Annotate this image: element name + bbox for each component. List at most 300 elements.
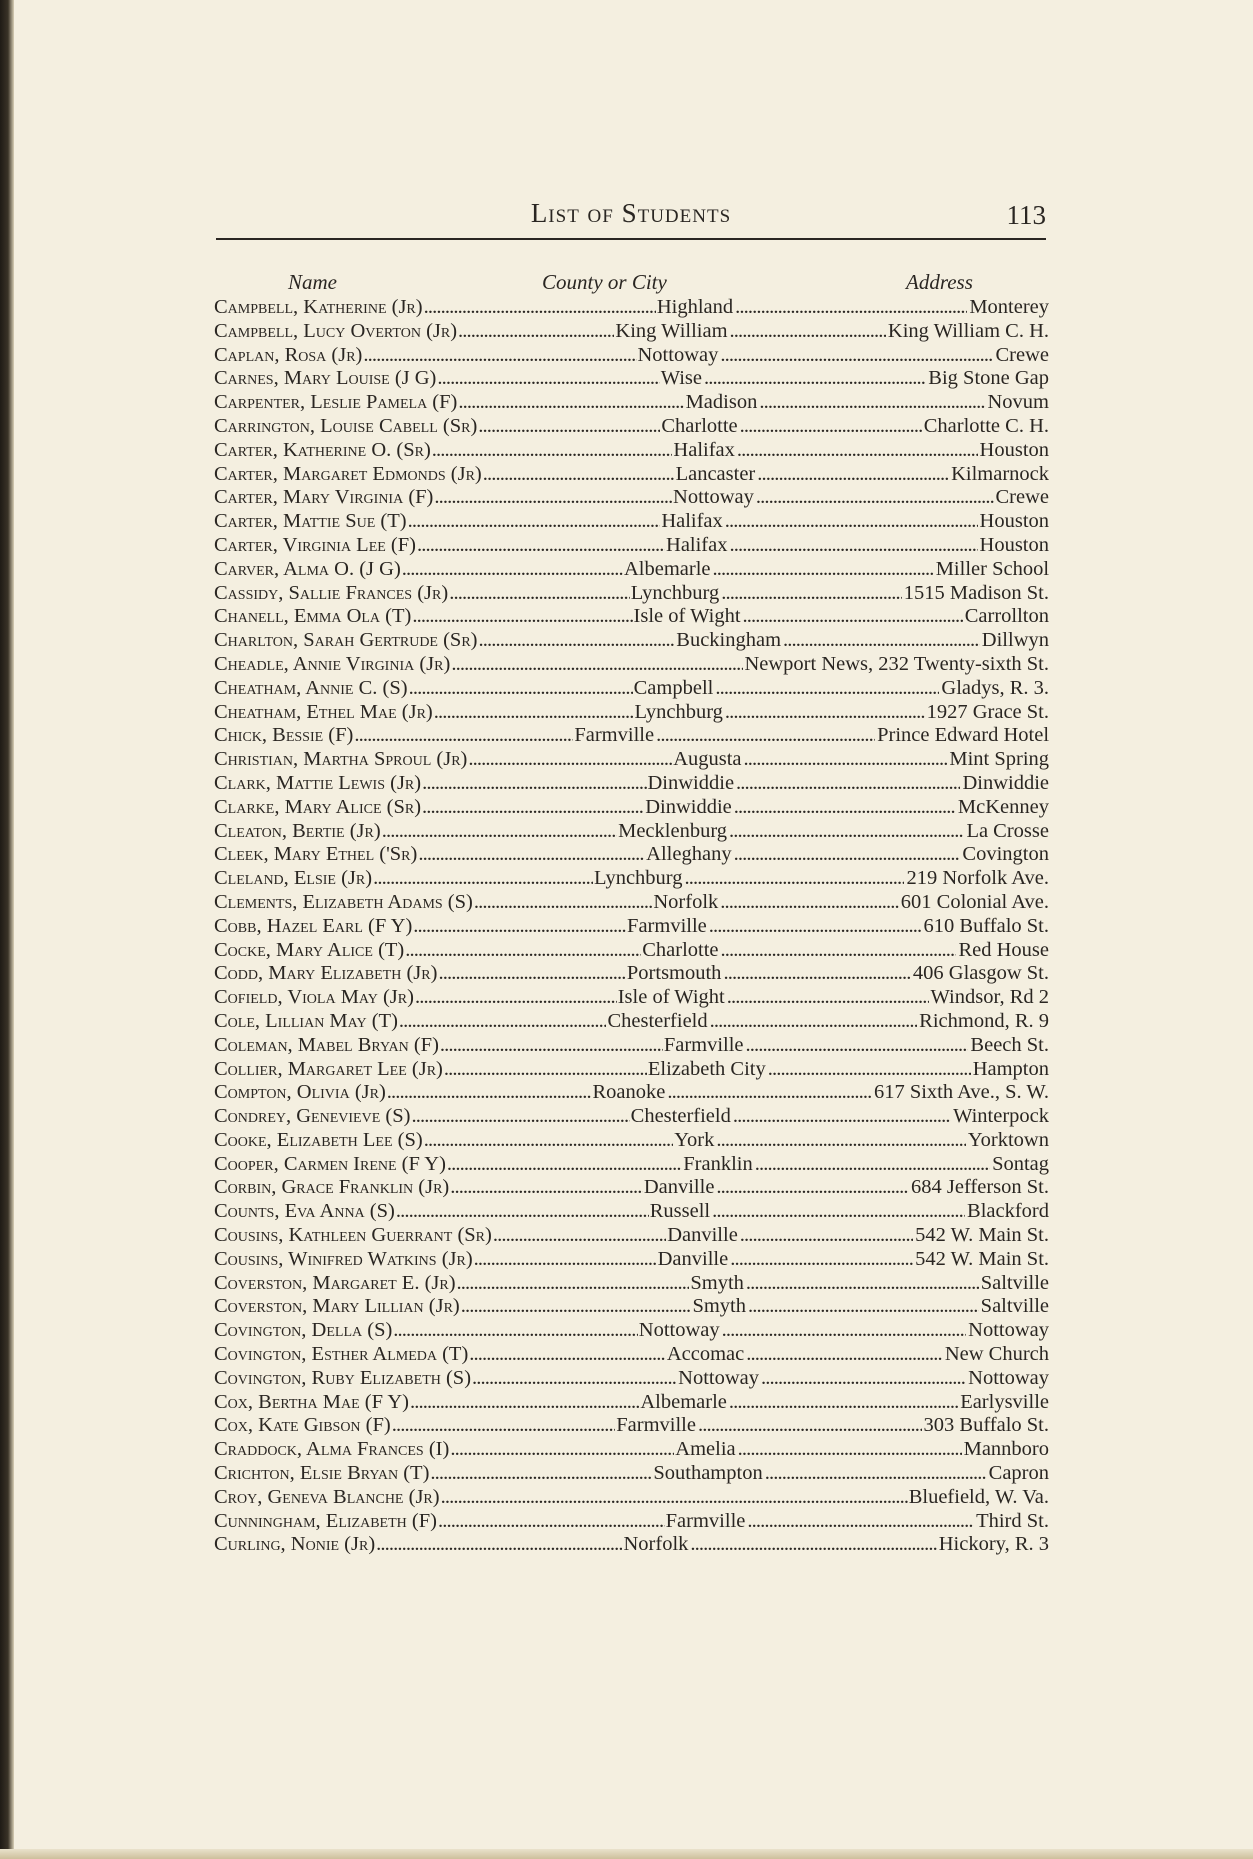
dot-leader (422, 796, 644, 820)
student-name: Campbell, Katherine (Jr) (214, 296, 423, 318)
student-county: Nottoway (678, 1366, 760, 1389)
dot-leader (474, 891, 653, 915)
page-binding-edge (0, 0, 14, 1859)
student-county: Norfolk (623, 1533, 689, 1556)
dot-leader (685, 867, 905, 891)
student-county: Isle of Wight (633, 605, 741, 628)
student-county: Portsmouth (626, 962, 722, 985)
column-header-name: Name (288, 270, 337, 294)
student-name: Cheatham, Annie C. (S) (214, 676, 408, 699)
dot-leader (743, 605, 963, 629)
student-county: Smyth (692, 1295, 746, 1318)
student-name: Cobb, Hazel Earl (F Y) (214, 914, 413, 937)
dot-leader (721, 939, 957, 963)
student-row (214, 510, 1049, 534)
student-county: Norfolk (653, 890, 719, 913)
student-address: Crewe (995, 343, 1049, 366)
student-name: Cousins, Winifred Watkins (Jr) (214, 1247, 473, 1270)
dot-leader (399, 1010, 607, 1034)
student-name: Carter, Mary Virginia (F) (214, 486, 434, 509)
dot-leader (444, 1058, 647, 1082)
student-county: Farmville (627, 914, 707, 937)
student-row (214, 1272, 1049, 1296)
student-county: Lynchburg (594, 867, 683, 890)
dot-leader (450, 1176, 643, 1200)
dot-leader (757, 463, 949, 487)
student-row (214, 1533, 1049, 1557)
student-county: Mecklenburg (618, 819, 728, 842)
student-address: 542 W. Main St. (915, 1224, 1049, 1247)
student-county: Charlotte (642, 938, 719, 961)
student-address: Earlysville (960, 1390, 1049, 1413)
dot-leader (738, 1438, 962, 1462)
student-row (214, 391, 1049, 415)
student-row (214, 582, 1049, 606)
student-county: Lynchburg (634, 700, 723, 723)
dot-leader (432, 439, 673, 463)
student-name: Carpenter, Leslie Pamela (F) (214, 391, 458, 414)
student-county: Danville (667, 1224, 738, 1247)
dot-leader (656, 724, 875, 748)
student-county: Charlotte (661, 414, 738, 437)
student-address: Novum (987, 391, 1049, 414)
student-name: Cox, Kate Gibson (F) (214, 1414, 391, 1437)
dot-leader (755, 1153, 990, 1177)
student-county: Isle of Wight (617, 986, 725, 1009)
dot-leader (387, 1081, 592, 1105)
student-address: 303 Buffalo St. (923, 1414, 1049, 1437)
dot-leader (474, 1248, 657, 1272)
student-name: Carnes, Mary Louise (J G) (214, 367, 437, 390)
student-address: Third St. (976, 1509, 1049, 1532)
student-row (214, 296, 1049, 320)
student-county: Halifax (666, 533, 728, 556)
dot-leader (447, 1153, 682, 1177)
dot-leader (721, 582, 902, 606)
dot-leader (417, 534, 665, 558)
dot-leader (376, 1533, 622, 1557)
student-address: Windsor, Rd 2 (930, 986, 1050, 1009)
student-row (214, 1438, 1049, 1462)
student-address: Carrollton (964, 605, 1049, 628)
student-row (214, 1391, 1049, 1415)
student-row (214, 1129, 1049, 1153)
student-row (214, 344, 1049, 368)
student-row (214, 1058, 1049, 1082)
student-row (214, 653, 1049, 677)
student-name: Compton, Olivia (Jr) (214, 1081, 386, 1104)
student-address: Sontag (992, 1152, 1050, 1175)
dot-leader (735, 296, 967, 320)
student-row (214, 463, 1049, 487)
dot-leader (740, 1224, 913, 1248)
student-address: Hickory, R. 3 (938, 1533, 1050, 1556)
dot-leader (761, 1367, 966, 1391)
student-address: Houston (979, 438, 1050, 461)
dot-leader (438, 1510, 665, 1534)
dot-leader (746, 1034, 969, 1058)
dot-leader (412, 605, 632, 629)
student-row (214, 1010, 1049, 1034)
student-name: Cox, Bertha Mae (F Y) (214, 1390, 410, 1413)
student-address: Crewe (995, 486, 1050, 509)
student-name: Coleman, Mabel Bryan (F) (214, 1033, 439, 1056)
dot-leader (408, 510, 661, 534)
student-address: 542 W. Main St. (915, 1247, 1050, 1270)
student-name: Cleek, Mary Ethel ('Sr) (214, 843, 418, 866)
student-county: Wise (660, 367, 702, 390)
dot-leader (710, 1010, 918, 1034)
running-header (216, 192, 1046, 236)
dot-leader (667, 1081, 872, 1105)
dot-leader (472, 1367, 677, 1391)
student-row (214, 1414, 1049, 1438)
dot-leader (716, 1129, 966, 1153)
student-name: Cleland, Elsie (Jr) (214, 867, 373, 890)
student-row (214, 772, 1049, 796)
student-name: Crichton, Elsie Bryan (T) (214, 1462, 430, 1485)
student-row (214, 1248, 1049, 1272)
student-county: Elizabeth City (647, 1057, 766, 1080)
student-row (214, 1367, 1049, 1391)
student-row (214, 1486, 1049, 1510)
dot-leader (440, 1034, 663, 1058)
student-name: Coverston, Mary Lillian (Jr) (214, 1295, 460, 1318)
student-address: 219 Norfolk Ave. (906, 867, 1049, 890)
student-name: Campbell, Lucy Overton (Jr) (214, 319, 458, 342)
student-county: Albemarle (640, 1390, 727, 1413)
dot-leader (690, 1533, 936, 1557)
dot-leader (424, 296, 656, 320)
student-name: Cleaton, Bertie (Jr) (214, 819, 381, 842)
student-address: Covington (962, 843, 1049, 866)
dot-leader (729, 820, 964, 844)
student-county: Danville (643, 1176, 715, 1199)
student-county: Southampton (653, 1462, 763, 1485)
dot-leader (747, 1510, 974, 1534)
student-address: Beech St. (970, 1033, 1049, 1056)
student-county: King William (615, 319, 728, 342)
student-address: Blackford (967, 1200, 1050, 1223)
student-county: Farmville (616, 1414, 696, 1437)
dot-leader (413, 915, 626, 939)
student-row (214, 415, 1049, 439)
student-name: Cheadle, Annie Virginia (Jr) (214, 652, 451, 675)
student-address: Yorktown (967, 1128, 1049, 1151)
dot-leader (716, 1176, 909, 1200)
student-address: Dillwyn (981, 629, 1049, 652)
student-address: Mannboro (963, 1438, 1049, 1461)
student-name: Cofield, Viola May (Jr) (214, 986, 414, 1009)
student-county: Madison (685, 391, 758, 414)
student-row (214, 867, 1049, 891)
student-row (214, 605, 1049, 629)
student-address: Kilmarnock (951, 462, 1050, 485)
student-list (214, 296, 1049, 1557)
dot-leader (722, 1319, 967, 1343)
dot-leader (392, 1414, 616, 1438)
student-row (214, 962, 1049, 986)
dot-leader (725, 701, 925, 725)
dot-leader (438, 962, 625, 986)
dot-leader (415, 986, 617, 1010)
student-county: Campbell (633, 676, 714, 699)
student-name: Covington, Esther Almeda (T) (214, 1343, 469, 1366)
student-county: Alleghany (646, 843, 732, 866)
student-row (214, 820, 1049, 844)
dot-leader (704, 367, 926, 391)
student-address: Winterpock (953, 1105, 1050, 1128)
student-address: King William C. H. (887, 319, 1049, 342)
dot-leader (730, 1248, 913, 1272)
student-address: Red House (958, 938, 1050, 961)
dot-leader (756, 486, 994, 510)
dot-leader (468, 748, 672, 772)
student-row (214, 486, 1049, 510)
student-row (214, 891, 1049, 915)
student-name: Cheatham, Ethel Mae (Jr) (214, 700, 433, 723)
student-address: Bluefield, W. Va. (908, 1485, 1049, 1508)
dot-leader (727, 986, 929, 1010)
dot-leader (354, 724, 573, 748)
dot-leader (768, 1058, 971, 1082)
student-name: Carter, Margaret Edmonds (Jr) (214, 462, 482, 485)
student-address: Prince Edward Hotel (877, 724, 1050, 747)
student-name: Corbin, Grace Franklin (Jr) (214, 1176, 450, 1199)
student-name: Collier, Margaret Lee (Jr) (214, 1057, 443, 1080)
student-row (214, 843, 1049, 867)
student-address: Nottoway (968, 1319, 1050, 1342)
dot-leader (411, 1105, 629, 1129)
student-name: Counts, Eva Anna (S) (214, 1200, 395, 1223)
student-address: Saltville (980, 1295, 1049, 1318)
student-row (214, 1224, 1049, 1248)
dot-leader (712, 1200, 965, 1224)
student-row (214, 534, 1049, 558)
dot-leader (744, 748, 948, 772)
student-name: Coverston, Margaret E. (Jr) (214, 1271, 456, 1294)
student-row (214, 939, 1049, 963)
student-county: Roanoke (592, 1081, 666, 1104)
dot-leader (450, 1438, 674, 1462)
dot-leader (746, 1272, 979, 1296)
dot-leader (430, 1462, 652, 1486)
student-address: 617 Sixth Ave., S. W. (873, 1081, 1049, 1104)
dot-leader (422, 772, 646, 796)
dot-leader (405, 939, 641, 963)
student-name: Clements, Elizabeth Adams (S) (214, 890, 473, 913)
student-address: Big Stone Gap (928, 367, 1050, 390)
student-address: 1927 Grace St. (926, 700, 1049, 723)
student-name: Clark, Mattie Lewis (Jr) (214, 771, 422, 794)
student-address: Houston (979, 510, 1050, 533)
dot-leader (424, 1129, 674, 1153)
student-address: New Church (944, 1343, 1049, 1366)
dot-leader (734, 796, 956, 820)
student-address: Nottoway (968, 1366, 1050, 1389)
student-address: 684 Jefferson St. (911, 1176, 1049, 1199)
student-address: Miller School (935, 557, 1050, 580)
dot-leader (409, 677, 633, 701)
student-row (214, 701, 1049, 725)
student-row (214, 796, 1049, 820)
student-name: Clarke, Mary Alice (Sr) (214, 795, 422, 818)
student-county: Dinwiddie (647, 771, 735, 794)
student-row (214, 915, 1049, 939)
column-header-address: Address (906, 270, 973, 294)
student-county: Chesterfield (607, 1009, 708, 1032)
student-name: Carver, Alma O. (J G) (214, 557, 401, 580)
student-row (214, 320, 1049, 344)
dot-leader (458, 320, 614, 344)
student-address: Saltville (980, 1271, 1050, 1294)
dot-leader (720, 891, 899, 915)
student-address: Mint Spring (949, 748, 1050, 771)
dot-leader (478, 415, 660, 439)
student-address: Capron (988, 1462, 1049, 1485)
student-name: Croy, Geneva Blanche (Jr) (214, 1485, 440, 1508)
dot-leader (410, 1391, 639, 1415)
student-county: Farmville (574, 724, 655, 747)
dot-leader (396, 1200, 649, 1224)
dot-leader (457, 1272, 690, 1296)
student-address: 406 Glasgow St. (912, 962, 1049, 985)
page-title: List of Students (530, 198, 732, 228)
student-name: Craddock, Alma Frances (I) (214, 1438, 450, 1461)
student-county: York (674, 1128, 715, 1151)
student-row (214, 439, 1049, 463)
student-row (214, 1462, 1049, 1486)
dot-leader (715, 677, 939, 701)
dot-leader (783, 629, 980, 653)
student-county: Franklin (683, 1152, 753, 1175)
dot-leader (737, 439, 978, 463)
page-bottom-edge (0, 1849, 1253, 1859)
dot-leader (461, 1295, 692, 1319)
dot-leader (759, 391, 985, 415)
student-name: Cooper, Carmen Irene (F Y) (214, 1152, 446, 1175)
student-name: Covington, Ruby Elizabeth (S) (214, 1366, 472, 1389)
student-name: Carter, Mattie Sue (T) (214, 510, 407, 533)
student-address: Monterey (969, 296, 1050, 318)
header-rule (216, 238, 1046, 240)
dot-leader (441, 1486, 908, 1510)
student-county: Halifax (673, 438, 735, 461)
student-row (214, 1510, 1049, 1534)
student-address: Gladys, R. 3. (941, 676, 1050, 699)
dot-leader (483, 463, 675, 487)
student-name: Charlton, Sarah Gertrude (Sr) (214, 629, 478, 652)
student-row (214, 1319, 1049, 1343)
student-row (214, 558, 1049, 582)
dot-leader (713, 558, 934, 582)
student-name: Covington, Della (S) (214, 1319, 393, 1342)
student-row (214, 629, 1049, 653)
student-county: Nottoway (637, 343, 719, 366)
dot-leader (720, 344, 993, 368)
student-address: Dinwiddie (962, 771, 1049, 794)
student-county: Danville (657, 1247, 729, 1270)
student-address: 1515 Madison St. (903, 581, 1049, 604)
student-county: Albemarle (623, 557, 711, 580)
dot-leader (765, 1462, 987, 1486)
dot-leader (746, 1343, 943, 1367)
student-row (214, 1176, 1049, 1200)
student-county: Farmville (665, 1509, 746, 1532)
student-name: Codd, Mary Elizabeth (Jr) (214, 962, 438, 985)
dot-leader (734, 843, 961, 867)
student-county: Accomac (666, 1343, 745, 1366)
student-row (214, 1081, 1049, 1105)
dot-leader (730, 534, 978, 558)
dot-leader (434, 701, 634, 725)
student-name: Cocke, Mary Alice (T) (214, 938, 405, 961)
dot-leader (736, 772, 960, 796)
student-address: La Crosse (966, 819, 1049, 842)
student-county: Amelia (675, 1438, 736, 1461)
dot-leader (402, 558, 623, 582)
dot-leader (479, 629, 676, 653)
student-row (214, 1034, 1049, 1058)
student-address: Charlotte C. H. (923, 414, 1049, 437)
student-row (214, 367, 1049, 391)
student-name: Chanell, Emma Ola (T) (214, 605, 412, 628)
student-row (214, 1200, 1049, 1224)
student-name: Cole, Lillian May (T) (214, 1009, 398, 1032)
student-county: Halifax (661, 510, 723, 533)
dot-leader (434, 486, 672, 510)
student-row (214, 1105, 1049, 1129)
student-row (214, 748, 1049, 772)
student-row (214, 677, 1049, 701)
student-address: 610 Buffalo St. (923, 914, 1050, 937)
student-county: Smyth (690, 1271, 744, 1294)
dot-leader (698, 1414, 922, 1438)
student-row (214, 1153, 1049, 1177)
student-county: Dinwiddie (645, 795, 732, 818)
student-name: Cousins, Kathleen Guerrant (Sr) (214, 1224, 492, 1247)
student-row (214, 986, 1049, 1010)
student-name: Carter, Virginia Lee (F) (214, 533, 416, 556)
student-name: Cassidy, Sallie Frances (Jr) (214, 581, 449, 604)
student-name: Cunningham, Elizabeth (F) (214, 1509, 437, 1532)
student-row (214, 1343, 1049, 1367)
student-name: Carrington, Louise Cabell (Sr) (214, 414, 478, 437)
student-county: Augusta (673, 748, 742, 771)
dot-leader (709, 915, 922, 939)
dot-leader (725, 510, 978, 534)
student-name: Curling, Nonie (Jr) (214, 1533, 376, 1556)
student-name: Condrey, Genevieve (S) (214, 1105, 411, 1128)
student-name: Chick, Bessie (F) (214, 724, 354, 747)
dot-leader (730, 320, 886, 344)
student-county: Lancaster (675, 462, 756, 485)
student-row (214, 1295, 1049, 1319)
student-county: Nottoway (638, 1319, 720, 1342)
column-header-county: County or City (542, 270, 667, 294)
dot-leader (373, 867, 593, 891)
dot-leader (469, 1343, 666, 1367)
student-name: Christian, Martha Sproul (Jr) (214, 748, 468, 771)
student-county: Buckingham (676, 629, 782, 652)
student-county: Nottoway (673, 486, 754, 509)
student-county: Lynchburg (630, 581, 720, 604)
student-county: Chesterfield (630, 1105, 731, 1128)
dot-leader (723, 962, 910, 986)
dot-leader (493, 1224, 666, 1248)
student-name: Carter, Katherine O. (Sr) (214, 438, 431, 461)
dot-leader (418, 843, 645, 867)
